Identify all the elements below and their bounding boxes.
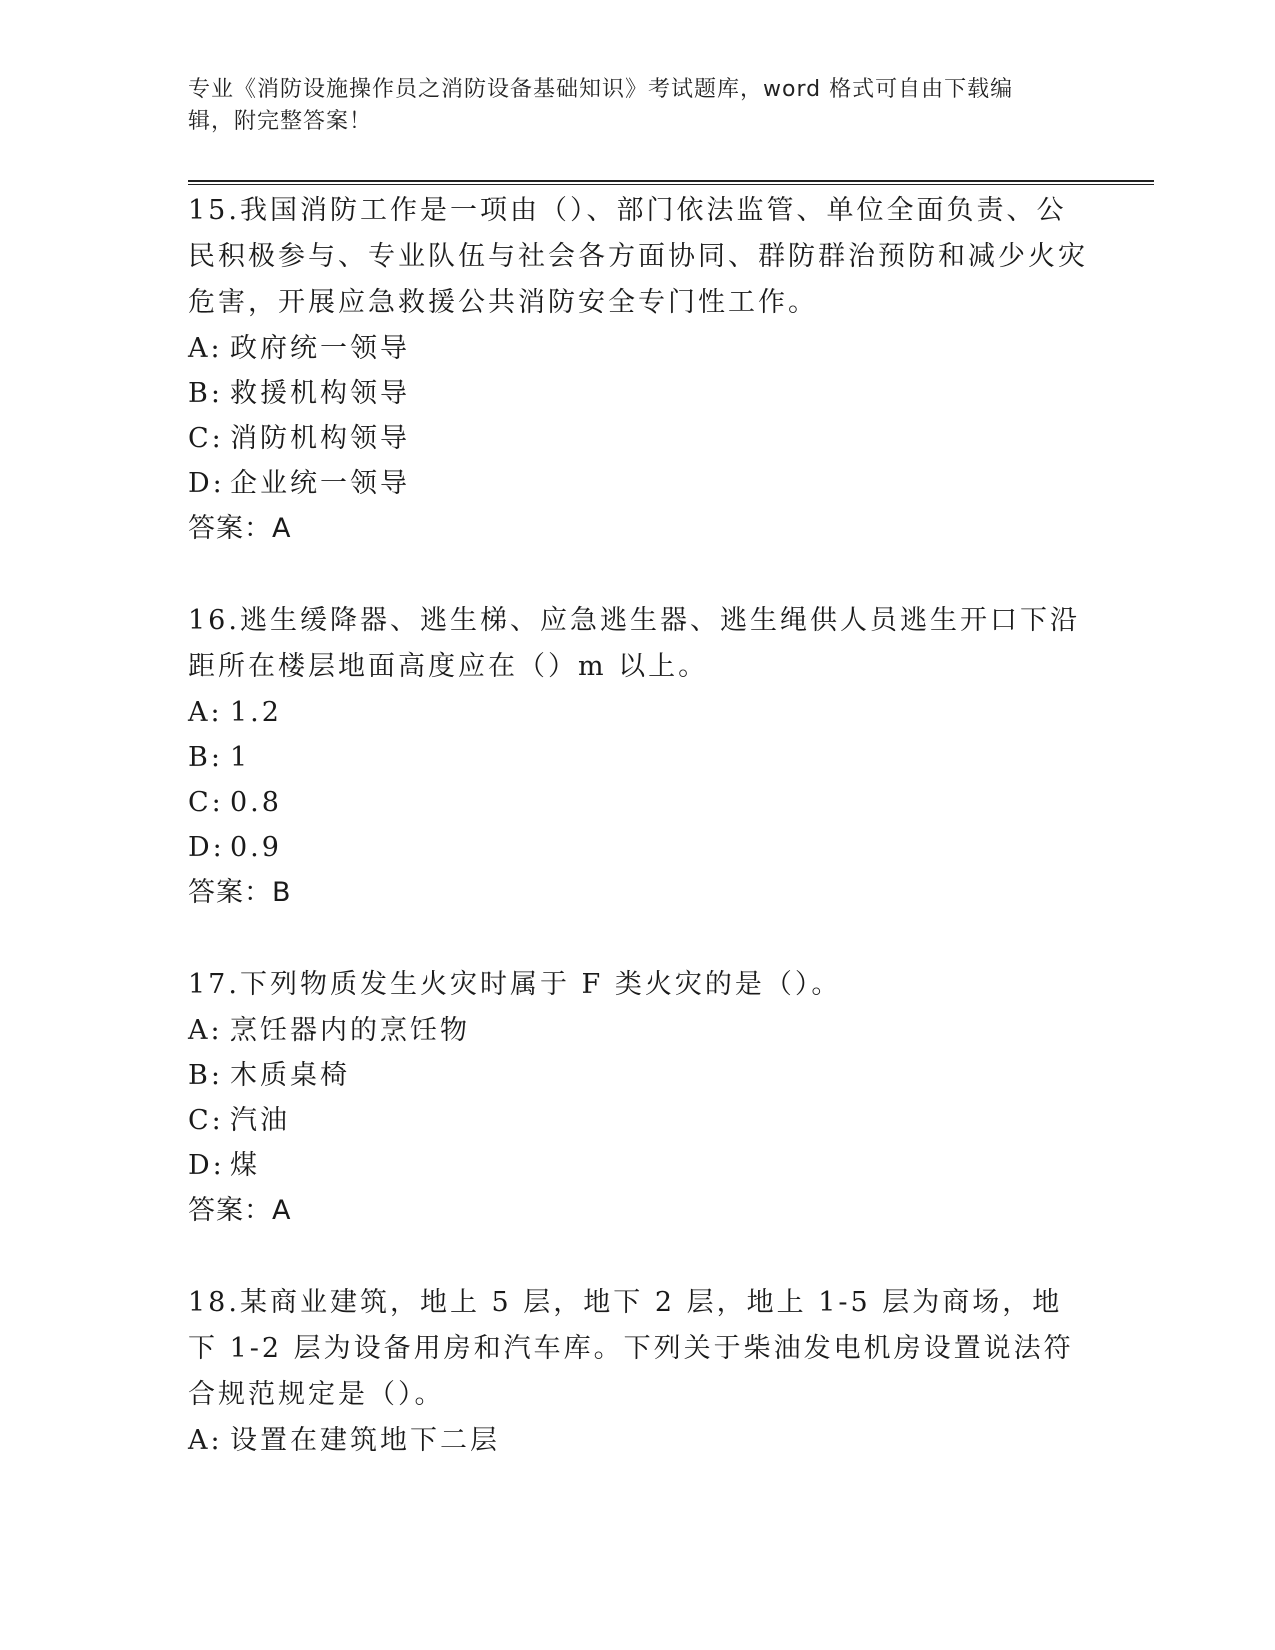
option-a	[188, 690, 1088, 735]
option-text: 政府统一领导	[230, 333, 410, 364]
option-text: 设置在建筑地下二层	[230, 1425, 500, 1456]
option-text: 企业统一领导	[230, 468, 410, 499]
option-b	[188, 1053, 1088, 1098]
option-d	[188, 461, 1088, 506]
option-a	[188, 1008, 1088, 1053]
header-divider-thick	[188, 180, 1154, 182]
option-c	[188, 416, 1088, 461]
option-d	[188, 825, 1088, 870]
document-header	[188, 74, 1088, 138]
option-b	[188, 371, 1088, 416]
question-18	[188, 1280, 1088, 1463]
answer-line: 答案：B	[188, 877, 292, 908]
option-key: B:	[188, 742, 223, 773]
option-text: 煤	[230, 1150, 260, 1181]
option-text: 消防机构领导	[230, 423, 410, 454]
option-text: 汽油	[230, 1105, 290, 1136]
option-a	[188, 1418, 1088, 1463]
option-text: 1	[230, 742, 251, 773]
option-text: 0.9	[230, 832, 282, 863]
option-key: A:	[188, 1015, 223, 1046]
header-divider-thin	[188, 184, 1154, 185]
option-text: 救援机构领导	[230, 378, 410, 409]
option-c	[188, 780, 1088, 825]
question-text: 15.我国消防工作是一项由（）、部门依法监管、单位全面负责、公民积极参与、专业队伍与社会各方面协同、群防群治预防和减少火灾危害，开展应急救援公共消防安全专门性工作。	[188, 195, 1088, 318]
question-16	[188, 598, 1088, 916]
header-line-1: 专业《消防设施操作员之消防设备基础知识》考试题库，word 格式可自由下载编	[188, 77, 1014, 102]
option-key: B:	[188, 378, 223, 409]
option-d	[188, 1143, 1088, 1188]
option-b	[188, 735, 1088, 780]
question-list	[188, 188, 1088, 1509]
option-key: D:	[188, 468, 225, 499]
option-key: B:	[188, 1060, 223, 1091]
option-a	[188, 326, 1088, 371]
option-key: C:	[188, 1105, 224, 1136]
option-c	[188, 1098, 1088, 1143]
question-15	[188, 188, 1088, 552]
question-text: 18.某商业建筑，地上 5 层，地下 2 层，地上 1-5 层为商场，地下 1-2 层为设备用房和汽车库。下列关于柴油发电机房设置说法符合规范规定是（）。	[188, 1287, 1074, 1410]
option-text: 木质桌椅	[230, 1060, 350, 1091]
option-key: A:	[188, 697, 223, 728]
answer-line: 答案：A	[188, 513, 292, 544]
option-key: C:	[188, 423, 224, 454]
option-key: A:	[188, 1425, 223, 1456]
option-key: A:	[188, 333, 223, 364]
option-key: D:	[188, 832, 225, 863]
header-line-2: 辑，附完整答案！	[188, 109, 373, 134]
answer-line: 答案：A	[188, 1195, 292, 1226]
question-text: 17.下列物质发生火灾时属于 F 类火灾的是（）。	[188, 969, 842, 1000]
option-key: D:	[188, 1150, 225, 1181]
option-key: C:	[188, 787, 224, 818]
question-17	[188, 962, 1088, 1234]
question-text: 16.逃生缓降器、逃生梯、应急逃生器、逃生绳供人员逃生开口下沿距所在楼层地面高度应在（）m 以上。	[188, 605, 1080, 682]
option-text: 烹饪器内的烹饪物	[230, 1015, 470, 1046]
option-text: 0.8	[230, 787, 282, 818]
option-text: 1.2	[230, 697, 282, 728]
